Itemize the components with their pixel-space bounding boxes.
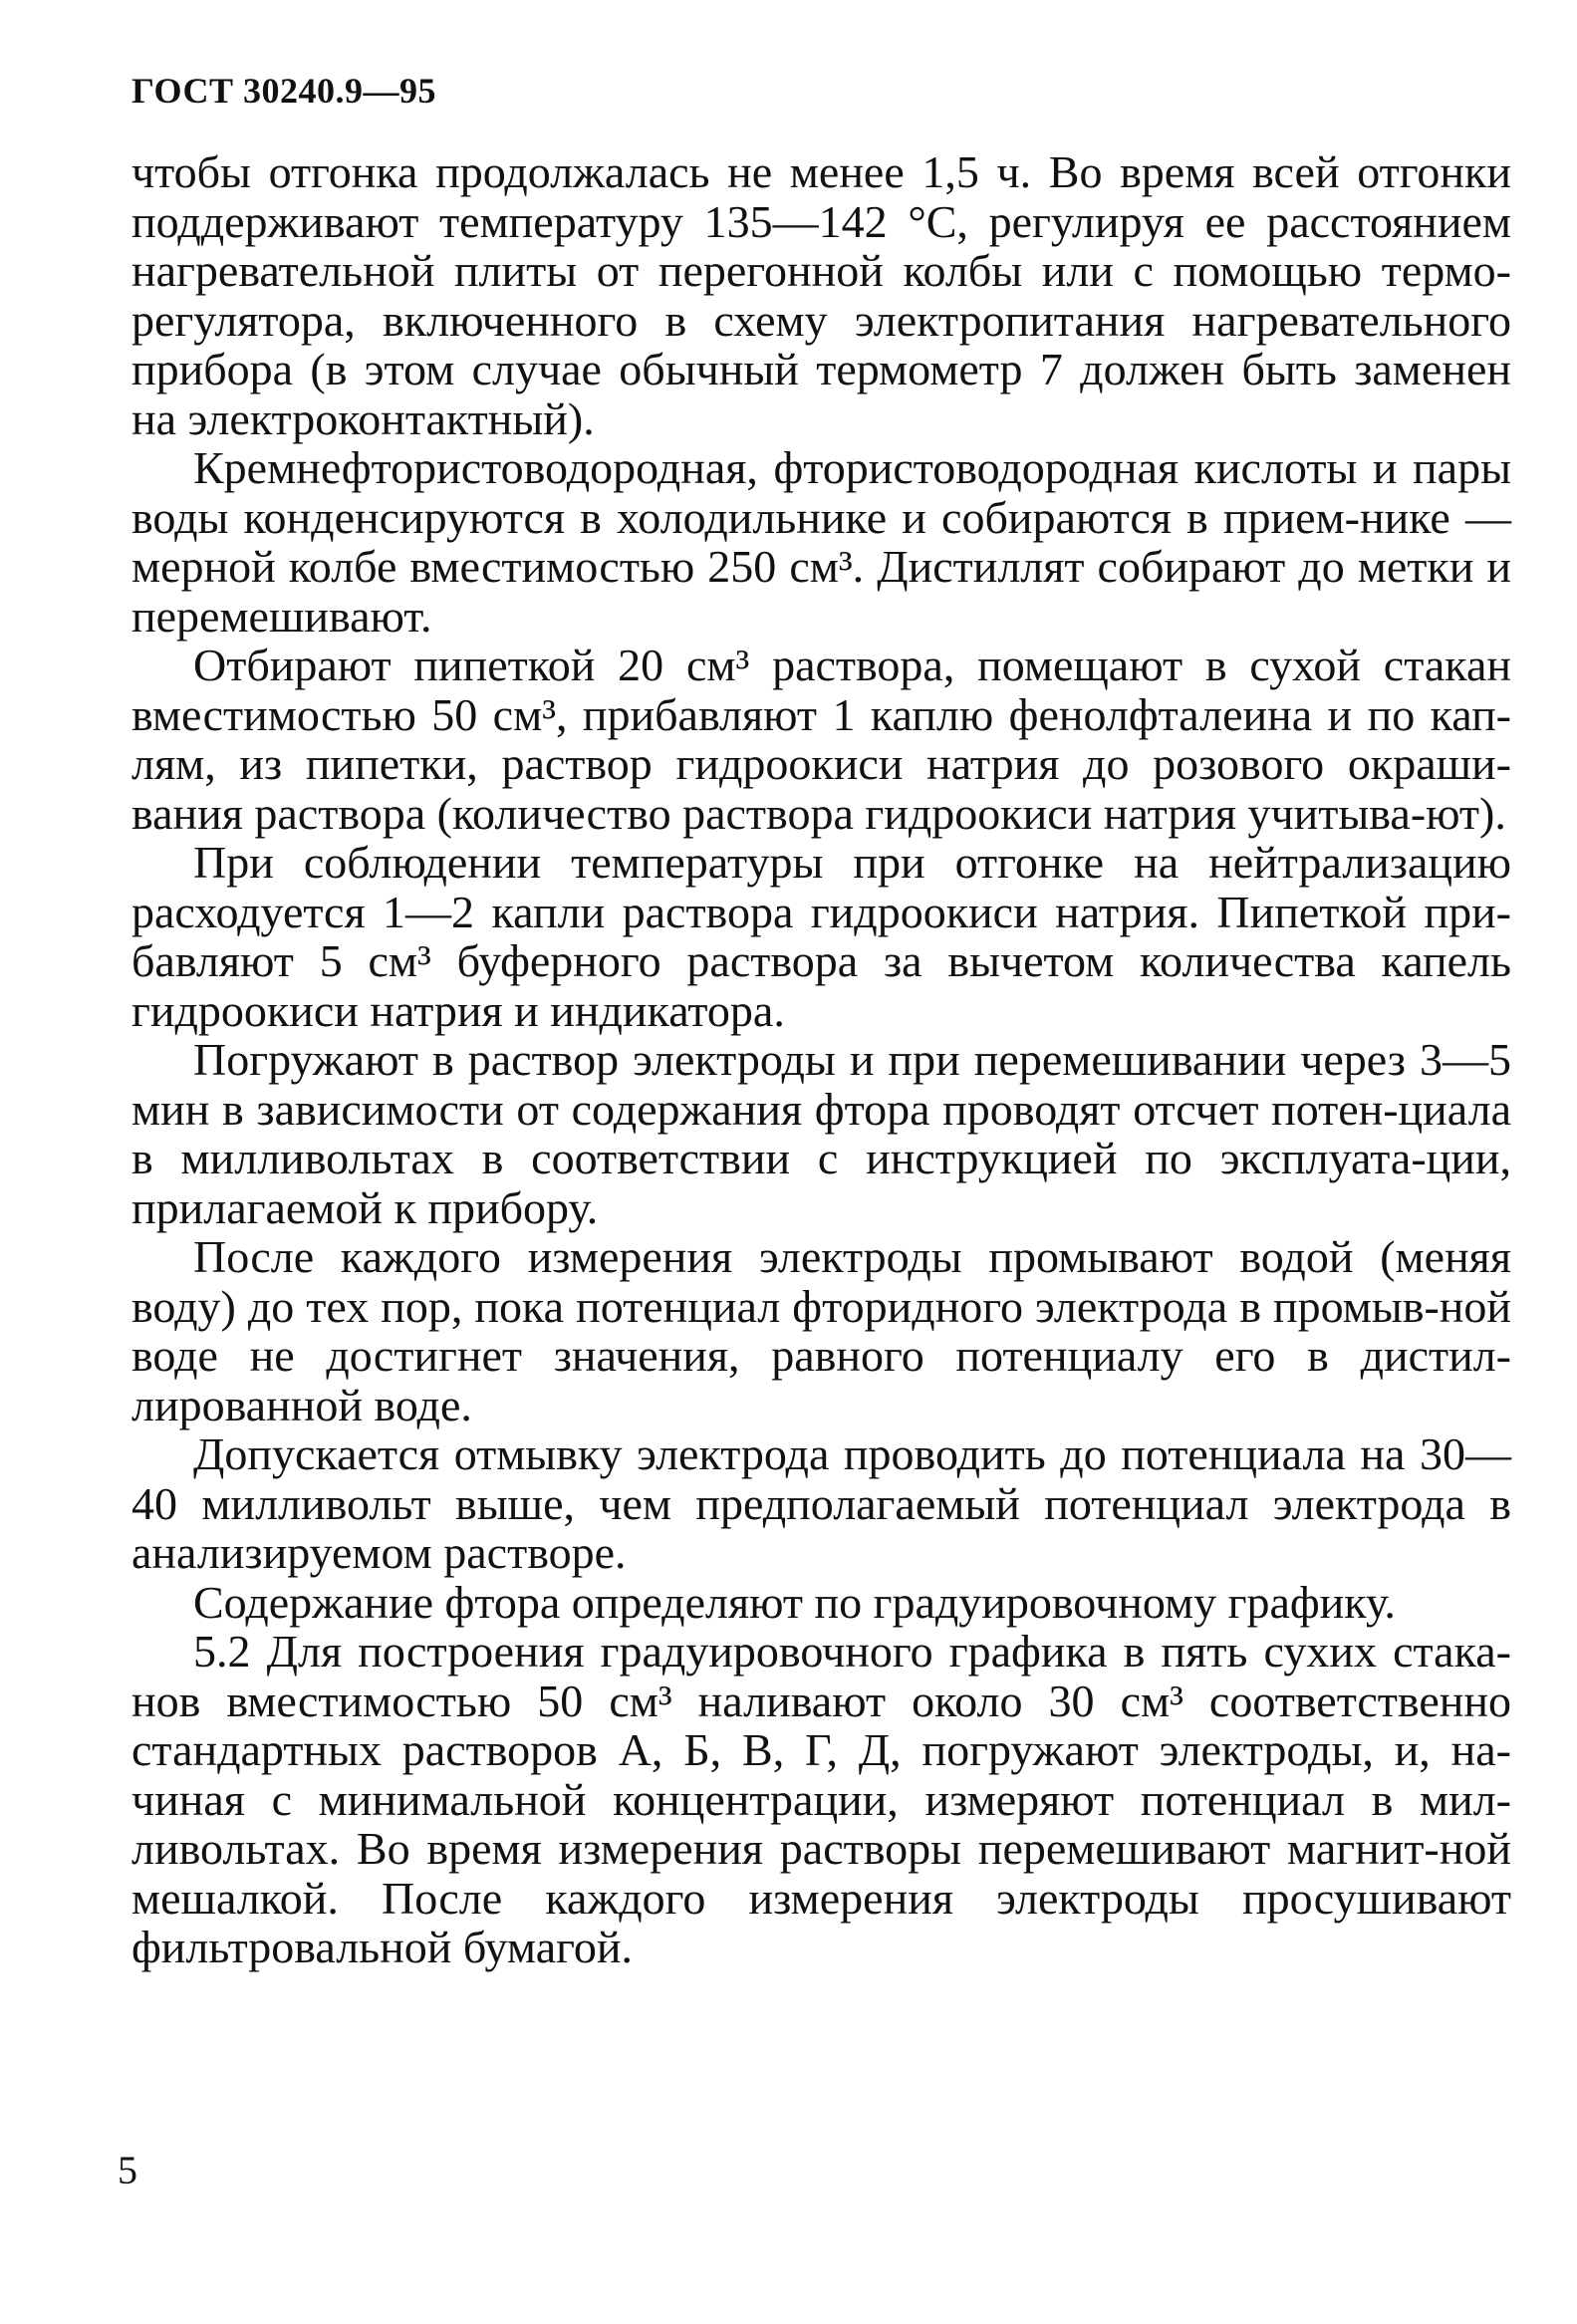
paragraph-1: чтобы отгонка продолжалась не менее 1,5 ч. Во время всей отгонки поддерживают температуру 135—142 °С, регулируя ее расстоянием нагревательной плиты от перегонной колбы или с помощью термо-регулятора, включенного в схему электропитания нагревательного прибора (в этом случае обычный термометр 7 должен быть заменен на электроконтактный). — [131, 146, 1511, 444]
paragraph-2: Кремнефтористоводородная, фтористоводородная кислоты и пары воды конденсируются в холодильнике и собираются в прием-нике — мерной колбе вместимостью 250 см³. Дистиллят собирают до метки и перемешивают. — [131, 442, 1511, 642]
paragraph-4: При соблюдении температуры при отгонке на нейтрализацию расходуется 1—2 капли раствора гидроокиси натрия. Пипеткой при-бавляют 5 см³ буферного раствора за вычетом количества капель гидроокиси натрия и индикатора. — [131, 837, 1511, 1036]
paragraph-6: После каждого измерения электроды промывают водой (меняя воду) до тех пор, пока потенциал фторидного электрода в промыв-ной воде не достигнет значения, равного потенциалу его в дистил-лированной воде. — [131, 1231, 1511, 1430]
document-header: ГОСТ 30240.9—95 — [131, 71, 436, 111]
paragraph-5: Погружают в раствор электроды и при перемешивании через 3—5 мин в зависимости от содержания фтора проводят отсчет потен-циала в милливольтах в соответствии с инструкцией по эксплуата-ции, прилагаемой к прибору. — [131, 1034, 1511, 1233]
page-number: 5 — [118, 2148, 137, 2193]
paragraph-3: Отбирают пипеткой 20 см³ раствора, помещают в сухой стакан вместимостью 50 см³, прибавляют 1 каплю фенолфталеина и по кап-лям, из пипетки, раствор гидроокиси натрия до розового окраши-вания раствора (количество раствора гидроокиси натрия учитыва-ют). — [131, 640, 1511, 839]
paragraph-7: Допускается отмывку электрода проводить до потенциала на 30—40 милливольт выше, чем предполагаемый потенциал электрода в анализируемом растворе. — [131, 1428, 1511, 1578]
paragraph-9: 5.2 Для построения градуировочного графика в пять сухих стака-нов вместимостью 50 см³ наливают около 30 см³ соответственно стандартных растворов А, Б, В, Г, Д, погружают электроды, и, на-чиная с минимальной концентрации, измеряют потенциал в мил-ливольтах. Во время измерения растворы перемешивают магнит-ной мешалкой. После каждого измерения электроды просушивают фильтровальной бумагой. — [131, 1626, 1511, 1972]
paragraph-8: Содержание фтора определяют по градуировочному графику. — [193, 1576, 1396, 1628]
body-text — [131, 147, 1511, 1972]
